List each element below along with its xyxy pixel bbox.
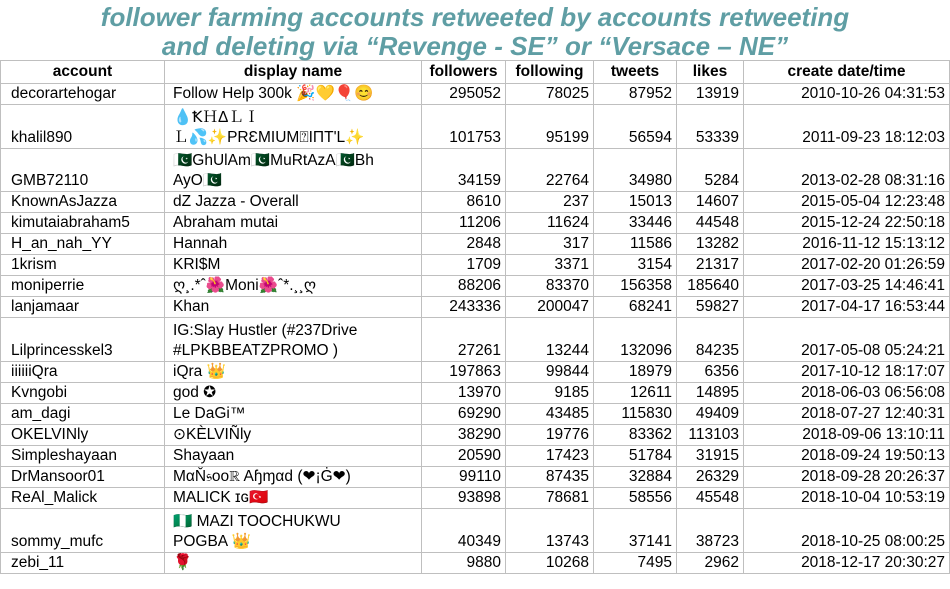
account-cell: lanjamaar (1, 297, 165, 318)
following-cell: 13244 (506, 318, 594, 362)
display-name-line: Follow Help 300k 🎉💛🎈😊 (173, 85, 374, 102)
display-name-line: AyO🇵🇰 (173, 172, 223, 189)
display-name-line: dZ Jazza - Overall (173, 193, 299, 210)
followers-cell: 99110 (422, 467, 506, 488)
table-title (0, 0, 950, 60)
display-name-cell (165, 509, 422, 553)
followers-cell: 13970 (422, 383, 506, 404)
following-cell: 22764 (506, 149, 594, 192)
likes-cell: 45548 (677, 488, 744, 509)
likes-cell: 14895 (677, 383, 744, 404)
display-name-cell (165, 149, 422, 192)
followers-cell: 101753 (422, 105, 506, 149)
table-row (1, 404, 950, 425)
header-following: following (506, 61, 594, 84)
followers-cell: 243336 (422, 297, 506, 318)
create-date-cell: 2017-03-25 14:46:41 (744, 276, 950, 297)
display-name-cell (165, 553, 422, 574)
tweets-cell: 3154 (594, 255, 677, 276)
header-create-date: create date/time (744, 61, 950, 84)
tweets-cell: 12611 (594, 383, 677, 404)
display-name-line: Hannah (173, 235, 228, 252)
display-name-line: 💧ꝀＨΔＬＩ (173, 109, 260, 126)
followers-cell: 2848 (422, 234, 506, 255)
following-cell: 19776 (506, 425, 594, 446)
display-name-line: Ｌ💦✨PRƐMIUM⍰ΙΠΤ'L✨ (173, 129, 365, 146)
accounts-table (0, 60, 950, 574)
create-date-cell: 2018-10-04 10:53:19 (744, 488, 950, 509)
create-date-cell: 2018-09-28 20:26:37 (744, 467, 950, 488)
followers-cell: 11206 (422, 213, 506, 234)
table-row (1, 105, 950, 149)
following-cell: 13743 (506, 509, 594, 553)
table-row (1, 234, 950, 255)
display-name-cell (165, 318, 422, 362)
following-cell: 87435 (506, 467, 594, 488)
following-cell: 78681 (506, 488, 594, 509)
likes-cell: 31915 (677, 446, 744, 467)
table-row (1, 297, 950, 318)
create-date-cell: 2018-12-17 20:30:27 (744, 553, 950, 574)
display-name-cell (165, 234, 422, 255)
tweets-cell: 18979 (594, 362, 677, 383)
followers-cell: 8610 (422, 192, 506, 213)
display-name-line: ღ¸.*ˆ🌺Moni🌺ˆ*.¸¸ღ (173, 277, 317, 294)
create-date-cell: 2015-05-04 12:23:48 (744, 192, 950, 213)
table-row (1, 509, 950, 553)
header-tweets: tweets (594, 61, 677, 84)
account-cell: Simpleshayaan (1, 446, 165, 467)
account-cell: am_dagi (1, 404, 165, 425)
display-name-line: MALICK ɪɢ🇹🇷 (173, 489, 269, 506)
following-cell: 43485 (506, 404, 594, 425)
table-row (1, 425, 950, 446)
create-date-cell: 2017-02-20 01:26:59 (744, 255, 950, 276)
account-cell: H_an_nah_YY (1, 234, 165, 255)
followers-cell: 20590 (422, 446, 506, 467)
display-name-cell (165, 467, 422, 488)
display-name-line: MαŇ𝔰ooℝ Aɧɱαd (❤¡Ġ❤) (173, 468, 351, 485)
display-name-line: Le DaGi™ (173, 405, 246, 422)
tweets-cell: 68241 (594, 297, 677, 318)
table-row (1, 276, 950, 297)
display-name-cell (165, 488, 422, 509)
tweets-cell: 11586 (594, 234, 677, 255)
create-date-cell: 2016-11-12 15:13:12 (744, 234, 950, 255)
tweets-cell: 32884 (594, 467, 677, 488)
table-row (1, 553, 950, 574)
account-cell: Lilprincesskel3 (1, 318, 165, 362)
likes-cell: 21317 (677, 255, 744, 276)
display-name-line: iQra 👑 (173, 363, 226, 380)
display-name-line: 🇵🇰GhUlAm🇵🇰MuRtAzA🇵🇰Bh (173, 152, 374, 169)
following-cell: 83370 (506, 276, 594, 297)
tweets-cell: 15013 (594, 192, 677, 213)
following-cell: 11624 (506, 213, 594, 234)
create-date-cell: 2013-02-28 08:31:16 (744, 149, 950, 192)
tweets-cell: 156358 (594, 276, 677, 297)
tweets-cell: 7495 (594, 553, 677, 574)
display-name-line: KRI$M (173, 256, 221, 273)
account-cell: GMB72110 (1, 149, 165, 192)
create-date-cell: 2010-10-26 04:31:53 (744, 84, 950, 105)
account-cell: 1krism (1, 255, 165, 276)
display-name-cell (165, 192, 422, 213)
table-row (1, 149, 950, 192)
likes-cell: 113103 (677, 425, 744, 446)
display-name-line: #LPKBBEATZPROMO ) (173, 342, 339, 359)
likes-cell: 38723 (677, 509, 744, 553)
display-name-line: POGBA 👑 (173, 533, 251, 550)
followers-cell: 1709 (422, 255, 506, 276)
followers-cell: 38290 (422, 425, 506, 446)
account-cell: Kvngobi (1, 383, 165, 404)
tweets-cell: 33446 (594, 213, 677, 234)
likes-cell: 2962 (677, 553, 744, 574)
display-name-line: IG:Slay Hustler (#237Drive (173, 322, 358, 339)
likes-cell: 185640 (677, 276, 744, 297)
following-cell: 9185 (506, 383, 594, 404)
display-name-cell (165, 425, 422, 446)
display-name-line: 🌹 (173, 554, 193, 571)
table-row (1, 362, 950, 383)
following-cell: 78025 (506, 84, 594, 105)
table-row (1, 318, 950, 362)
following-cell: 317 (506, 234, 594, 255)
tweets-cell: 132096 (594, 318, 677, 362)
tweets-cell: 83362 (594, 425, 677, 446)
table-row (1, 213, 950, 234)
create-date-cell: 2017-04-17 16:53:44 (744, 297, 950, 318)
followers-cell: 295052 (422, 84, 506, 105)
likes-cell: 5284 (677, 149, 744, 192)
create-date-cell: 2018-09-24 19:50:13 (744, 446, 950, 467)
following-cell: 3371 (506, 255, 594, 276)
display-name-cell (165, 383, 422, 404)
following-cell: 99844 (506, 362, 594, 383)
title-line-2: and deleting via “Revenge - SE” or “Versace – NE” (161, 31, 789, 61)
account-cell: DrMansoor01 (1, 467, 165, 488)
following-cell: 95199 (506, 105, 594, 149)
account-cell: sommy_mufc (1, 509, 165, 553)
likes-cell: 49409 (677, 404, 744, 425)
create-date-cell: 2018-09-06 13:10:11 (744, 425, 950, 446)
likes-cell: 6356 (677, 362, 744, 383)
display-name-line: Shayaan (173, 447, 235, 464)
display-name-cell (165, 255, 422, 276)
tweets-cell: 34980 (594, 149, 677, 192)
likes-cell: 14607 (677, 192, 744, 213)
display-name-cell (165, 105, 422, 149)
likes-cell: 53339 (677, 105, 744, 149)
create-date-cell: 2017-05-08 05:24:21 (744, 318, 950, 362)
likes-cell: 84235 (677, 318, 744, 362)
display-name-line: Khan (173, 298, 210, 315)
table-row (1, 255, 950, 276)
table-row (1, 192, 950, 213)
tweets-cell: 51784 (594, 446, 677, 467)
following-cell: 200047 (506, 297, 594, 318)
table-row (1, 488, 950, 509)
account-cell: decorartehogar (1, 84, 165, 105)
header-display-name: display name (165, 61, 422, 84)
following-cell: 237 (506, 192, 594, 213)
likes-cell: 44548 (677, 213, 744, 234)
tweets-cell: 87952 (594, 84, 677, 105)
account-cell: iiiiiiQra (1, 362, 165, 383)
create-date-cell: 2017-10-12 18:17:07 (744, 362, 950, 383)
create-date-cell: 2018-06-03 06:56:08 (744, 383, 950, 404)
display-name-line: Abraham mutai (173, 214, 279, 231)
tweets-cell: 56594 (594, 105, 677, 149)
tweets-cell: 115830 (594, 404, 677, 425)
header-followers: followers (422, 61, 506, 84)
display-name-cell (165, 297, 422, 318)
account-cell: KnownAsJazza (1, 192, 165, 213)
account-cell: zebi_11 (1, 553, 165, 574)
create-date-cell: 2011-09-23 18:12:03 (744, 105, 950, 149)
tweets-cell: 37141 (594, 509, 677, 553)
followers-cell: 27261 (422, 318, 506, 362)
header-account: account (1, 61, 165, 84)
create-date-cell: 2015-12-24 22:50:18 (744, 213, 950, 234)
header-likes: likes (677, 61, 744, 84)
header-row (1, 61, 950, 84)
likes-cell: 59827 (677, 297, 744, 318)
display-name-line: ⊙KÈLVIÑly (173, 426, 252, 443)
followers-cell: 88206 (422, 276, 506, 297)
followers-cell: 93898 (422, 488, 506, 509)
tweets-cell: 58556 (594, 488, 677, 509)
followers-cell: 197863 (422, 362, 506, 383)
display-name-cell (165, 213, 422, 234)
followers-cell: 34159 (422, 149, 506, 192)
followers-cell: 40349 (422, 509, 506, 553)
display-name-line: 🇳🇬 MAZI TOOCHUKWU (173, 513, 341, 530)
account-cell: khalil890 (1, 105, 165, 149)
following-cell: 17423 (506, 446, 594, 467)
display-name-cell (165, 404, 422, 425)
display-name-cell (165, 362, 422, 383)
table-row (1, 446, 950, 467)
display-name-line: god ✪ (173, 384, 217, 401)
account-cell: kimutaiabraham5 (1, 213, 165, 234)
likes-cell: 13282 (677, 234, 744, 255)
following-cell: 10268 (506, 553, 594, 574)
likes-cell: 26329 (677, 467, 744, 488)
table-row (1, 467, 950, 488)
followers-cell: 9880 (422, 553, 506, 574)
display-name-cell (165, 84, 422, 105)
account-cell: OKELVINly (1, 425, 165, 446)
display-name-cell (165, 446, 422, 467)
create-date-cell: 2018-10-25 08:00:25 (744, 509, 950, 553)
create-date-cell: 2018-07-27 12:40:31 (744, 404, 950, 425)
table-row (1, 383, 950, 404)
likes-cell: 13919 (677, 84, 744, 105)
display-name-cell (165, 276, 422, 297)
table-row (1, 84, 950, 105)
account-cell: ReAl_Malick (1, 488, 165, 509)
title-line-1: follower farming accounts retweeted by accounts retweeting (100, 2, 850, 32)
followers-cell: 69290 (422, 404, 506, 425)
account-cell: moniperrie (1, 276, 165, 297)
